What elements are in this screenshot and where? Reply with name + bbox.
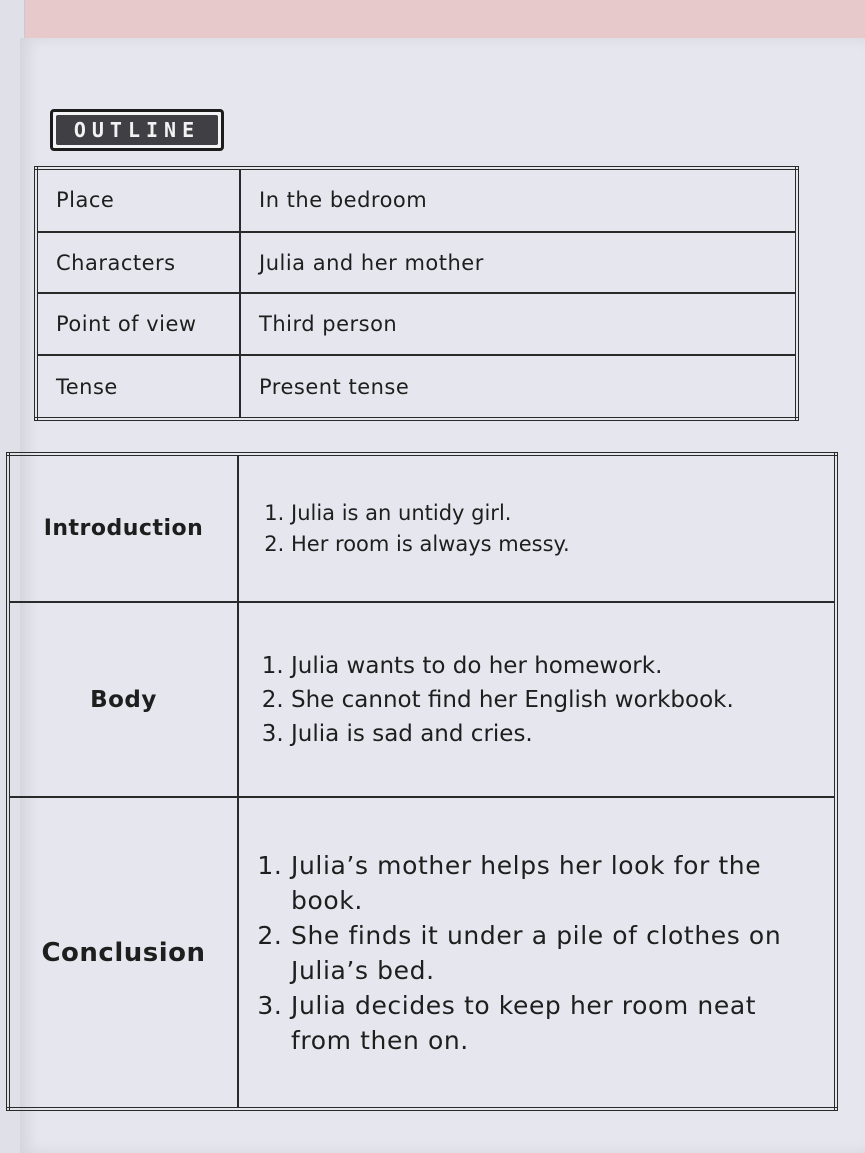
list-item: 1. Julia wants to do her homework. <box>291 649 820 683</box>
conclusion-heading: Conclusion <box>8 797 238 1109</box>
introduction-points <box>238 454 836 602</box>
conclusion-row <box>8 797 836 1109</box>
story-info-table <box>34 166 799 421</box>
info-value: Present tense <box>240 355 797 419</box>
list-item: 2. She cannot find her English workbook. <box>291 683 820 717</box>
info-label: Point of view <box>36 293 240 355</box>
outline-badge <box>50 109 224 151</box>
body-heading: Body <box>8 602 238 797</box>
story-outline-table <box>6 452 838 1111</box>
info-row-tense <box>36 355 797 419</box>
introduction-row <box>8 454 836 602</box>
info-label: Place <box>36 168 240 232</box>
introduction-heading: Introduction <box>8 454 238 602</box>
info-value: Third person <box>240 293 797 355</box>
info-value: Julia and her mother <box>240 232 797 294</box>
list-item: 1. Julia’s mother helps her look for the book. <box>291 848 820 918</box>
info-row-point-of-view <box>36 293 797 355</box>
list-item: 2. She finds it under a pile of clothes on Julia’s bed. <box>291 918 820 988</box>
list-item: 1. Julia is an untidy girl. <box>291 498 820 529</box>
list-item: 3. Julia is sad and cries. <box>291 717 820 751</box>
info-label: Tense <box>36 355 240 419</box>
conclusion-points <box>238 797 836 1109</box>
list-item: 2. Her room is always messy. <box>291 529 820 560</box>
body-row <box>8 602 836 797</box>
info-value: In the bedroom <box>240 168 797 232</box>
info-row-characters <box>36 232 797 294</box>
body-points <box>238 602 836 797</box>
info-row-place <box>36 168 797 232</box>
outline-badge-label: OUTLINE <box>56 115 218 145</box>
body-list <box>257 649 820 751</box>
info-label: Characters <box>36 232 240 294</box>
introduction-list <box>257 498 820 560</box>
list-item: 3. Julia decides to keep her room neat from then on. <box>291 988 820 1058</box>
conclusion-list <box>257 848 820 1058</box>
